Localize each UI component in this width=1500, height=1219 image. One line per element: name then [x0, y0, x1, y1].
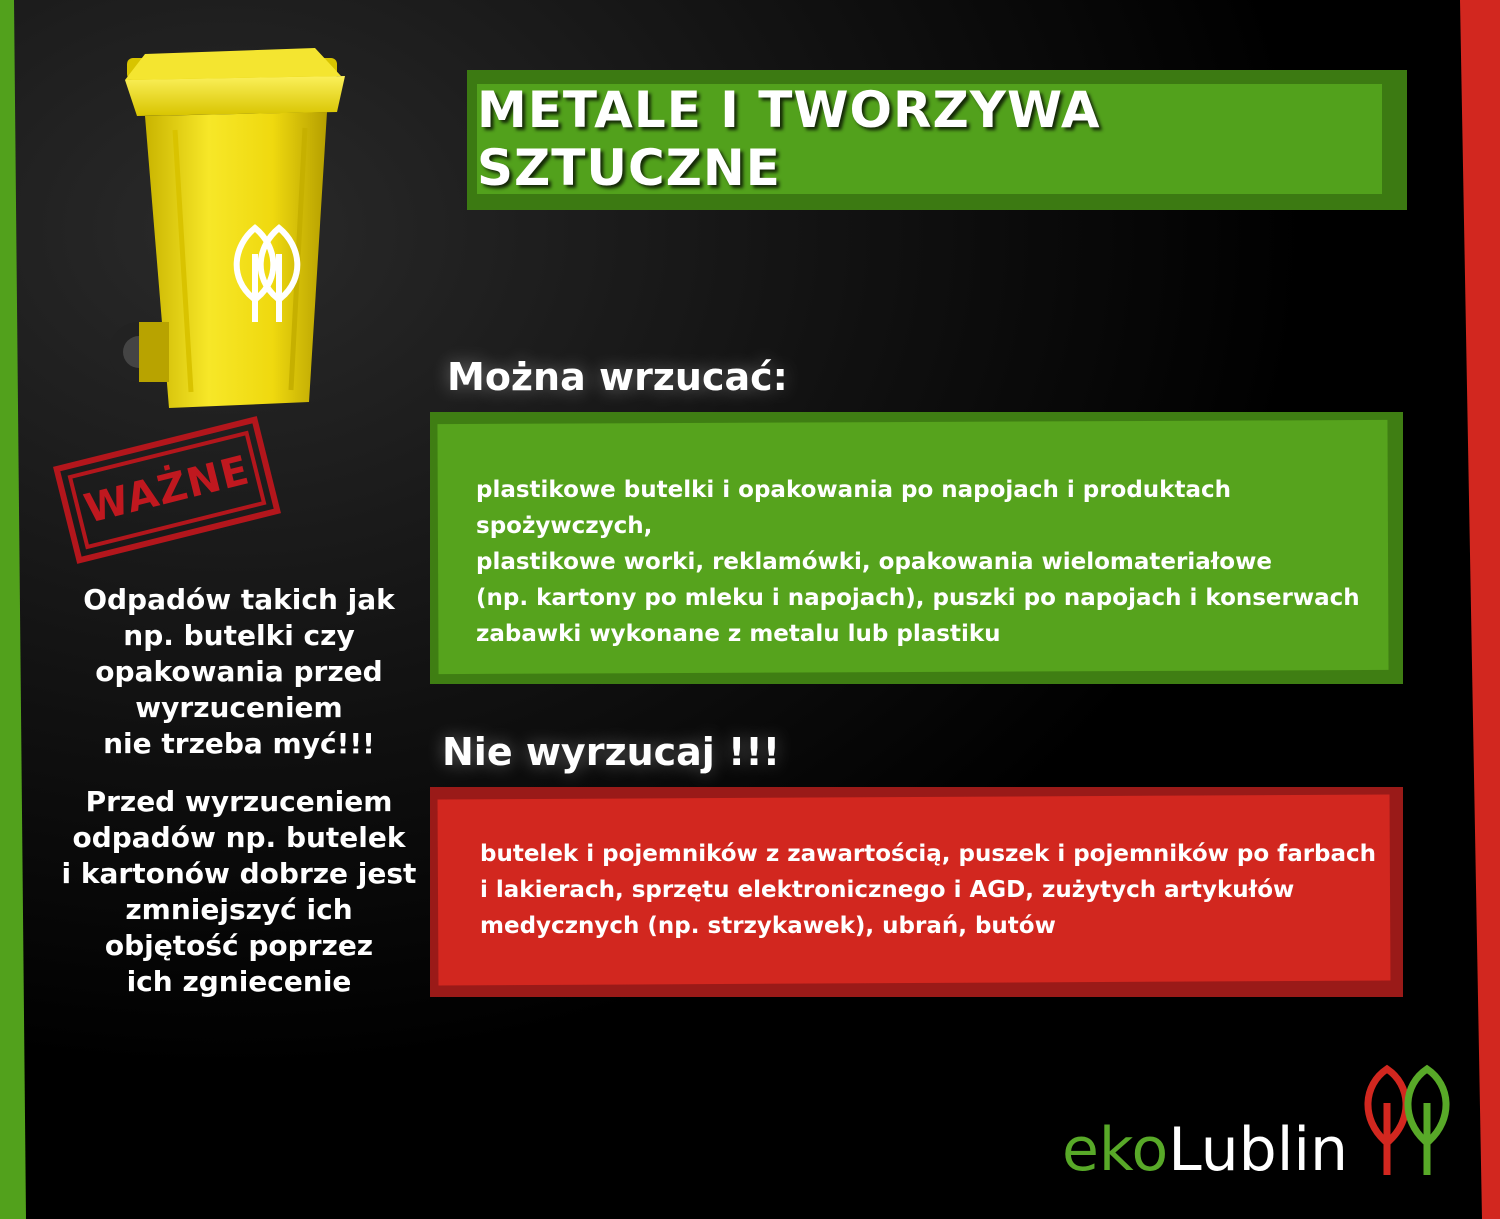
- can-heading: Można wrzucać:: [447, 355, 788, 399]
- logo-wordmark: [1062, 1115, 1348, 1185]
- yellow-bin-icon: [105, 40, 365, 420]
- cannot-list: butelek i pojemników z zawartością, puszek i pojemników po farbach i lakierach, sprzętu elektronicznego i AGD, zużytych artykułów medycznych (np. strzykawek), ubrań, butów: [480, 841, 1377, 939]
- cannot-heading: Nie wyrzucaj !!!: [442, 730, 781, 774]
- can-list: plastikowe butelki i opakowania po napojach i produktach spożywczych, plastikowe worki, reklamówki, opakowania wielomateriałowe (np. kartony po mleku i napojach), puszki po napojach i konserwach zabawki wykonane z metalu lub plastiku: [476, 477, 1360, 647]
- ekolublin-logo: [1062, 1063, 1462, 1193]
- red-stripe-right: [1456, 0, 1500, 1219]
- logo-lublin: Lublin: [1168, 1115, 1349, 1185]
- left-notes: [55, 582, 423, 1022]
- page-title: METALE I TWORZYWA SZTUCZNE: [477, 81, 1101, 197]
- leaf-logo-icon: [1357, 1063, 1457, 1183]
- note-crush: Przed wyrzuceniem odpadów np. butelek i kartonów dobrze jest zmniejszyć ich objętość poprzez ich zgniecenie: [61, 785, 417, 998]
- title-banner: [467, 70, 1407, 210]
- logo-eko: eko: [1062, 1115, 1169, 1185]
- title-banner-inner: [477, 81, 1382, 197]
- note-no-washing: Odpadów takich jak np. butelki czy opakowania przed wyrzuceniem nie trzeba myć!!!: [83, 583, 395, 760]
- green-stripe-left: [0, 0, 26, 1219]
- stamp-text: WAŻNE: [79, 447, 255, 533]
- wazne-stamp: [53, 416, 281, 564]
